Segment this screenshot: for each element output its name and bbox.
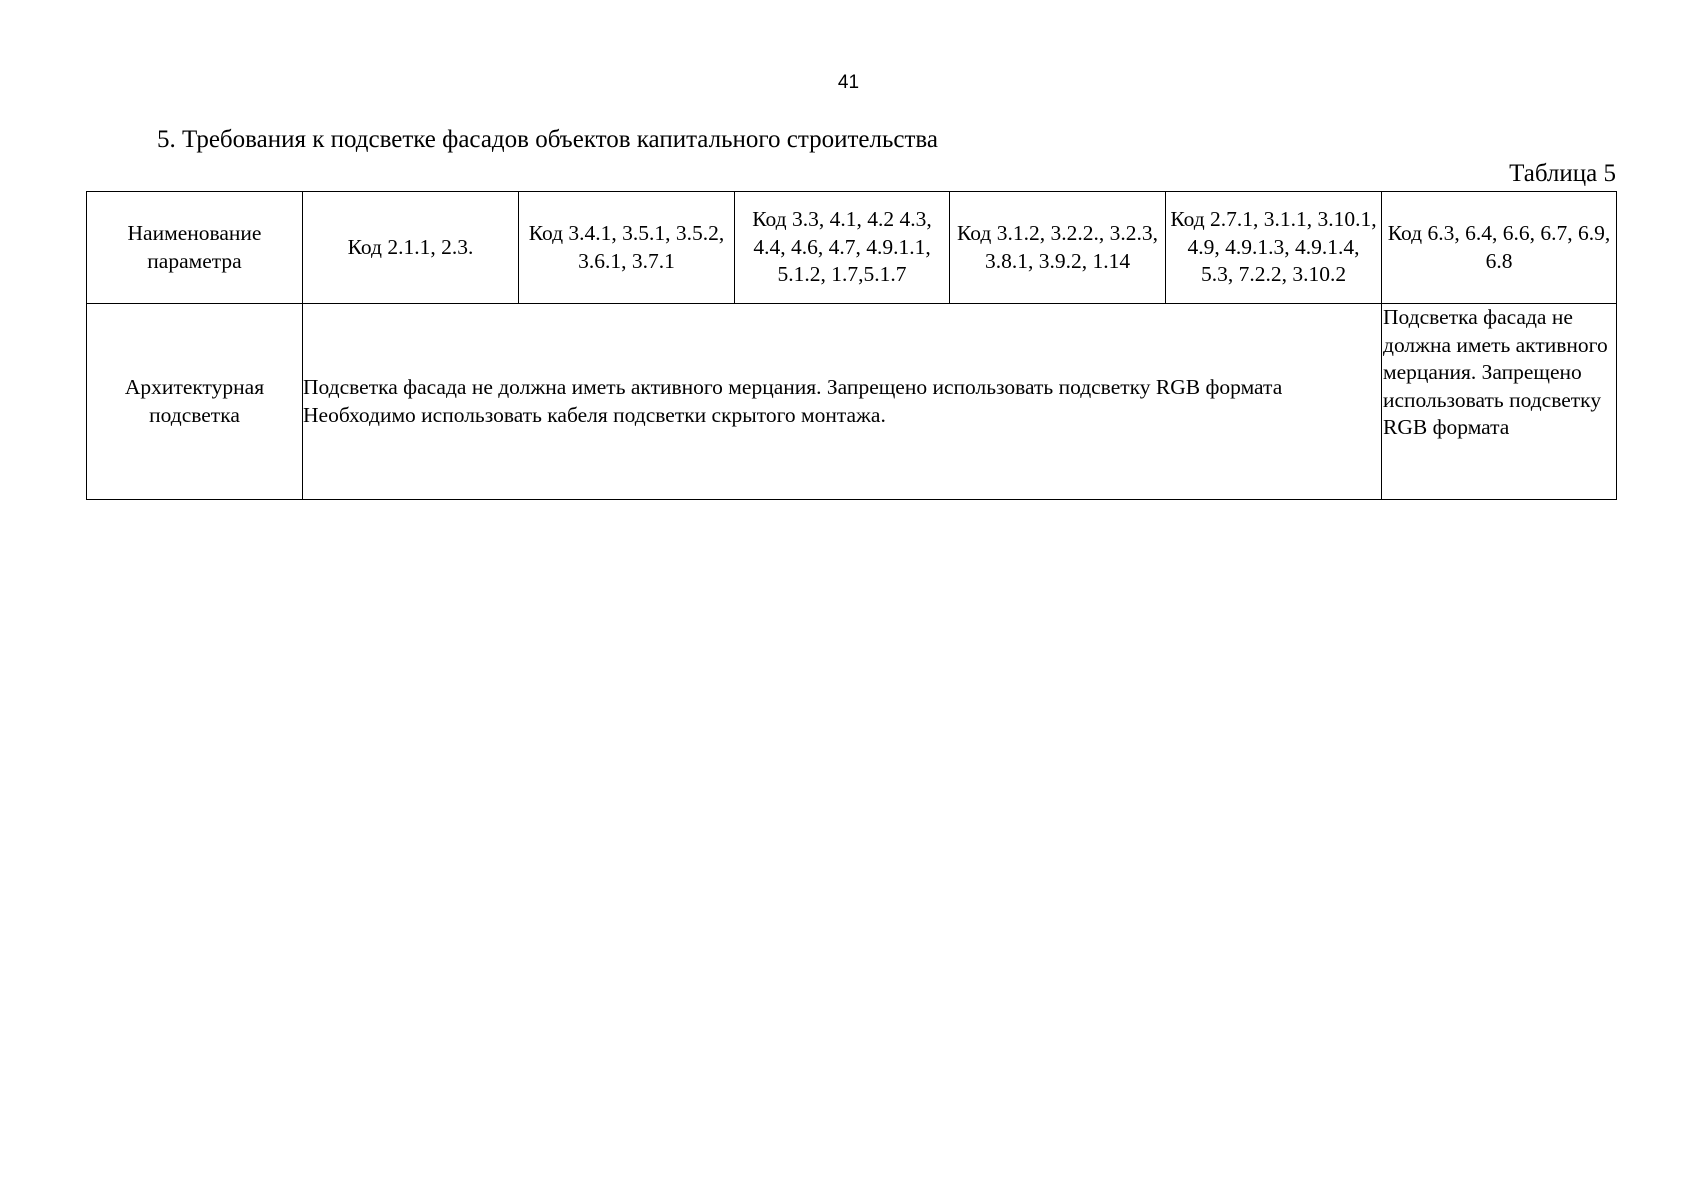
header-code-group-2: Код 3.4.1, 3.5.1, 3.5.2, 3.6.1, 3.7.1 — [519, 192, 735, 304]
page-number: 41 — [837, 72, 860, 93]
table-row — [87, 304, 1617, 500]
requirement-text-line: Необходимо использовать кабеля подсветки скрытого монтажа. — [303, 402, 886, 427]
header-code-group-6: Код 6.3, 6.4, 6.6, 6.7, 6.9, 6.8 — [1382, 192, 1617, 304]
table-header-row — [87, 192, 1617, 304]
header-code-group-3: Код 3.3, 4.1, 4.2 4.3, 4.4, 4.6, 4.7, 4.9.1.1, 5.1.2, 1.7,5.1.7 — [735, 192, 950, 304]
table-caption: Таблица 5 — [1509, 160, 1616, 187]
header-parameter-name: Наименование параметра — [87, 192, 303, 304]
requirement-text-line: Подсветка фасада не должна иметь активного мерцания. Запрещено использовать подсветку RGB формата — [303, 375, 1283, 399]
requirements-table — [86, 191, 1617, 500]
merged-requirement-cell — [303, 304, 1382, 500]
header-code-group-4: Код 3.1.2, 3.2.2., 3.2.3, 3.8.1, 3.9.2, 1.14 — [950, 192, 1166, 304]
row-label-architectural-lighting: Архитектурная подсветка — [87, 304, 303, 500]
section-heading: 5. Требования к подсветке фасадов объектов капитального строительства — [157, 126, 938, 153]
header-code-group-5: Код 2.7.1, 3.1.1, 3.10.1, 4.9, 4.9.1.3, 4.9.1.4, 5.3, 7.2.2, 3.10.2 — [1166, 192, 1382, 304]
last-column-requirement-cell: Подсветка фасада не должна иметь активного мерцания. Запрещено использовать подсветку RGB формата — [1382, 304, 1617, 500]
header-code-group-1: Код 2.1.1, 2.3. — [303, 192, 519, 304]
